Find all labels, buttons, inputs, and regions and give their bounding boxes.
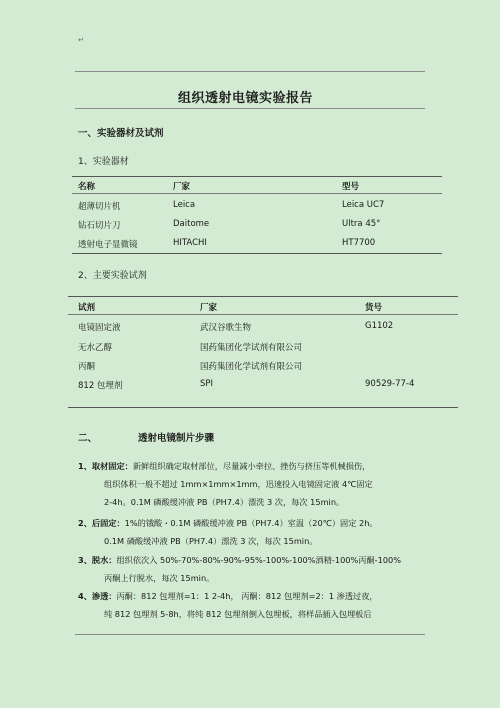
reag-row-1-catalog: G1102 [365, 321, 394, 331]
step-1-line2: 组织体积一般不超过 1mm×1mm×1mm，迅速投入电镜固定液 4℃固定 [104, 479, 373, 489]
reag-table-bottom-rule [68, 407, 458, 408]
reag-table-header-rule [68, 314, 458, 315]
step-4-number: 4、 [78, 591, 92, 601]
section-heading-procedure: 透射电镜制片步骤 [138, 433, 215, 444]
title-bottom-rule [75, 108, 425, 109]
step-1-number: 1、 [78, 461, 92, 471]
step-1 [78, 457, 458, 511]
equip-row-3-model: HT7700 [342, 238, 376, 248]
paragraph-mark: ↵ [78, 36, 84, 44]
equip-table-bottom-rule [72, 253, 442, 254]
step-4-line1: 丙酮：812 包埋剂=1：1 2-4h， 丙酮：812 包埋剂=2：1 渗透过夜， [116, 591, 378, 601]
page-bottom-rule [75, 634, 425, 635]
title-top-rule [75, 71, 425, 72]
step-3-line1: 组织依次入 50%-70%-80%-90%-95%-100%-100%酒精-100%丙酮-100% [116, 555, 402, 565]
equip-header-name: 名称 [78, 182, 96, 192]
step-2 [78, 514, 458, 550]
equip-table-top-rule [72, 176, 442, 177]
reag-row-3-maker: 国药集团化学试剂有限公司 [200, 362, 303, 372]
step-1-line1: 新鲜组织确定取材部位，尽量减小牵拉、挫伤与挤压等机械损伤， [132, 461, 371, 471]
equip-header-maker: 厂家 [173, 182, 191, 192]
step-4-key: 渗透： [91, 591, 117, 601]
step-1-key: 取材固定： [91, 461, 133, 471]
equip-table-header-rule [72, 193, 442, 194]
reag-row-4-catalog: 90529-77-4 [365, 379, 415, 389]
step-4 [78, 587, 458, 623]
equip-row-3-name: 透射电子显微镜 [78, 240, 138, 250]
reag-header-name: 试剂 [78, 303, 96, 313]
reag-row-1-maker: 武汉谷歌生物 [200, 323, 252, 333]
step-2-key: 后固定： [91, 518, 125, 528]
equip-row-2-model: Ultra 45° [342, 219, 381, 229]
equip-row-2-maker: Daitome [173, 219, 210, 229]
step-3-line2: 丙酮上行脱水，每次 15min。 [104, 573, 215, 583]
equip-row-1-maker: Leica [173, 200, 196, 210]
reag-row-4-name: 812 包埋剂 [78, 381, 123, 391]
step-3-number: 3、 [78, 555, 92, 565]
section-number-procedure: 二、 [78, 433, 98, 444]
reag-row-1-name: 电镜固定液 [78, 323, 121, 333]
step-3 [78, 551, 458, 587]
reag-row-2-maker: 国药集团化学试剂有限公司 [200, 343, 303, 353]
reag-row-3-name: 丙酮 [78, 362, 96, 372]
document-title: 组织透射电镜实验报告 [178, 91, 314, 106]
reag-header-catalog: 货号 [365, 303, 383, 313]
equip-row-3-maker: HITACHI [173, 238, 207, 248]
step-1-line3: 2-4h。0.1M 磷酸缓冲液 PB（PH7.4）漂洗 3 次，每次 15min。 [104, 497, 345, 507]
subheading-equipment: 1、实验器材 [78, 157, 129, 167]
equip-row-1-name: 超薄切片机 [78, 202, 121, 212]
equip-row-1-model: Leica UC7 [342, 200, 385, 210]
section-heading-materials: 一、实验器材及试剂 [78, 128, 164, 139]
step-3-key: 脱水： [91, 555, 117, 565]
reag-header-maker: 厂家 [200, 303, 218, 313]
step-2-number: 2、 [78, 518, 92, 528]
step-2-line2: 0.1M 磷酸缓冲液 PB（PH7.4）漂洗 3 次，每次 15min。 [104, 536, 318, 546]
equip-header-model: 型号 [342, 182, 360, 192]
reag-row-4-maker: SPI [200, 379, 214, 389]
step-4-line2: 纯 812 包埋剂 5-8h，将纯 812 包埋剂倒入包埋板，将样品插入包埋板后 [104, 609, 372, 619]
equip-row-2-name: 钻石切片刀 [78, 221, 121, 231]
reag-table-top-rule [68, 296, 458, 297]
subheading-reagents: 2、主要实验试剂 [78, 271, 147, 281]
reag-row-2-name: 无水乙醇 [78, 343, 113, 353]
step-2-line1: 1%的锇酸・0.1M 磷酸缓冲液 PB（PH7.4）室温（20℃）固定 2h。 [124, 518, 378, 528]
